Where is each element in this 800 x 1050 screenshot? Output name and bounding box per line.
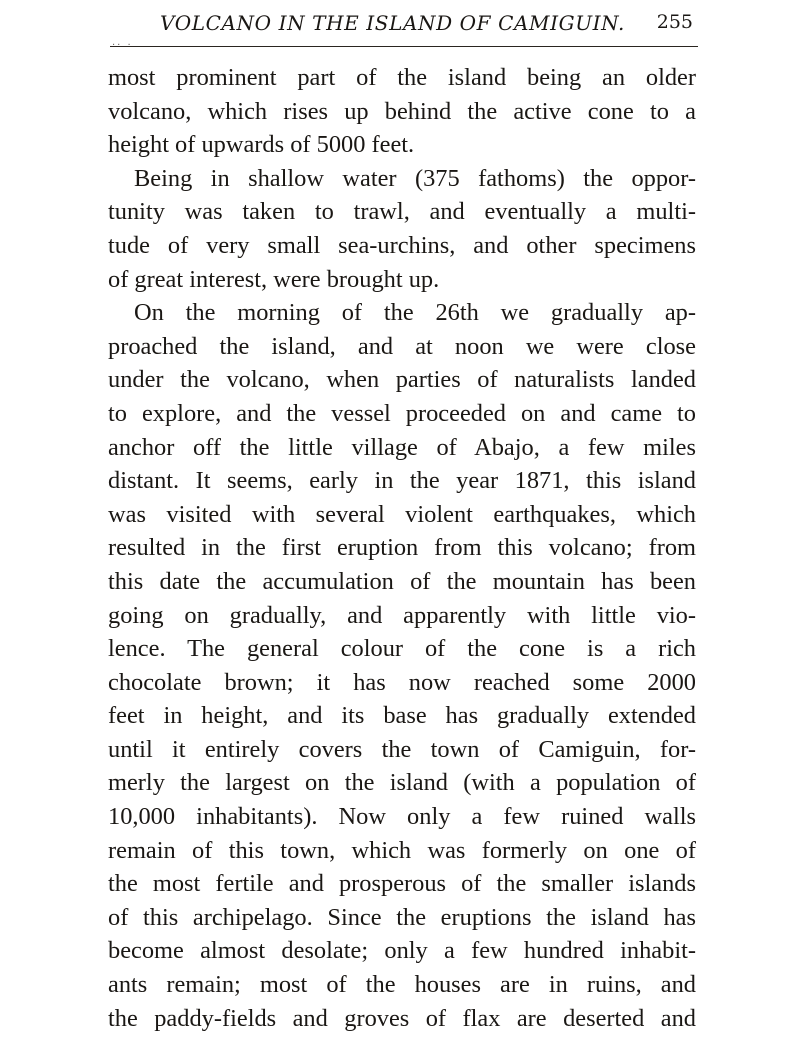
text-line: Being in shallow water (375 fathoms) the oppor- [134,164,696,192]
paragraph-1 [108,61,696,162]
text-line: of great interest, were brought up. [108,265,440,293]
text-line: to explore, and the vessel proceeded on and came to [108,399,696,427]
text-line: most prominent part of the island being an older [108,64,696,91]
page-number: 255 [656,11,693,33]
text-line: proached the island, and at noon we were close [108,332,696,360]
text-line: chocolate brown; it has now reached some 2000 [108,668,696,696]
text-line: tunity was taken to trawl, and eventually a multi- [108,198,696,226]
text-line: resulted in the first eruption from this volcano; from [108,534,696,562]
text-line: feet in height, and its base has gradually extended [108,702,696,730]
running-title: VOLCANO IN THE ISLAND OF CAMIGUIN. [160,11,625,35]
text-line: until it entirely covers the town of Camiguin, for- [108,735,696,763]
text-line: height of upwards of 5000 feet. [108,131,415,159]
text-line: 10,000 inhabitants). Now only a few ruined walls [108,803,696,831]
text-line: distant. It seems, early in the year 1871, this island [108,467,696,495]
text-line: merly the largest on the island (with a population of [108,769,696,797]
body-text [108,61,696,1035]
text-line: anchor off the little village of Abajo, a few miles [108,433,696,461]
text-line: under the volcano, when parties of naturalists landed [108,366,696,394]
text-line: was visited with several violent earthquakes, which [108,500,696,528]
text-line: become almost desolate; only a few hundred inhabit- [108,937,696,965]
text-line: ants remain; most of the houses are in ruins, and [108,971,696,999]
paragraph-3 [108,296,696,1035]
paragraph-2 [108,162,696,296]
text-line: this date the accumulation of the mountain has been [108,567,696,595]
text-line: volcano, which rises up behind the active cone to a [108,97,696,125]
header-rule [110,46,698,47]
text-line: the paddy-fields and groves of flax are deserted and [108,1004,696,1032]
text-line: lence. The general colour of the cone is a rich [108,635,696,663]
running-head [150,9,695,39]
rule-mark: ·· · [112,40,133,51]
text-line: remain of this town, which was formerly on one of [108,836,696,864]
text-line: the most fertile and prosperous of the smaller islands [108,870,696,898]
text-line: tude of very small sea-urchins, and other specimens [108,231,696,259]
text-line: On the morning of the 26th we gradually ap- [134,299,696,327]
text-line: going on gradually, and apparently with little vio- [108,601,696,629]
text-line: of this archipelago. Since the eruptions the island has [108,903,696,931]
